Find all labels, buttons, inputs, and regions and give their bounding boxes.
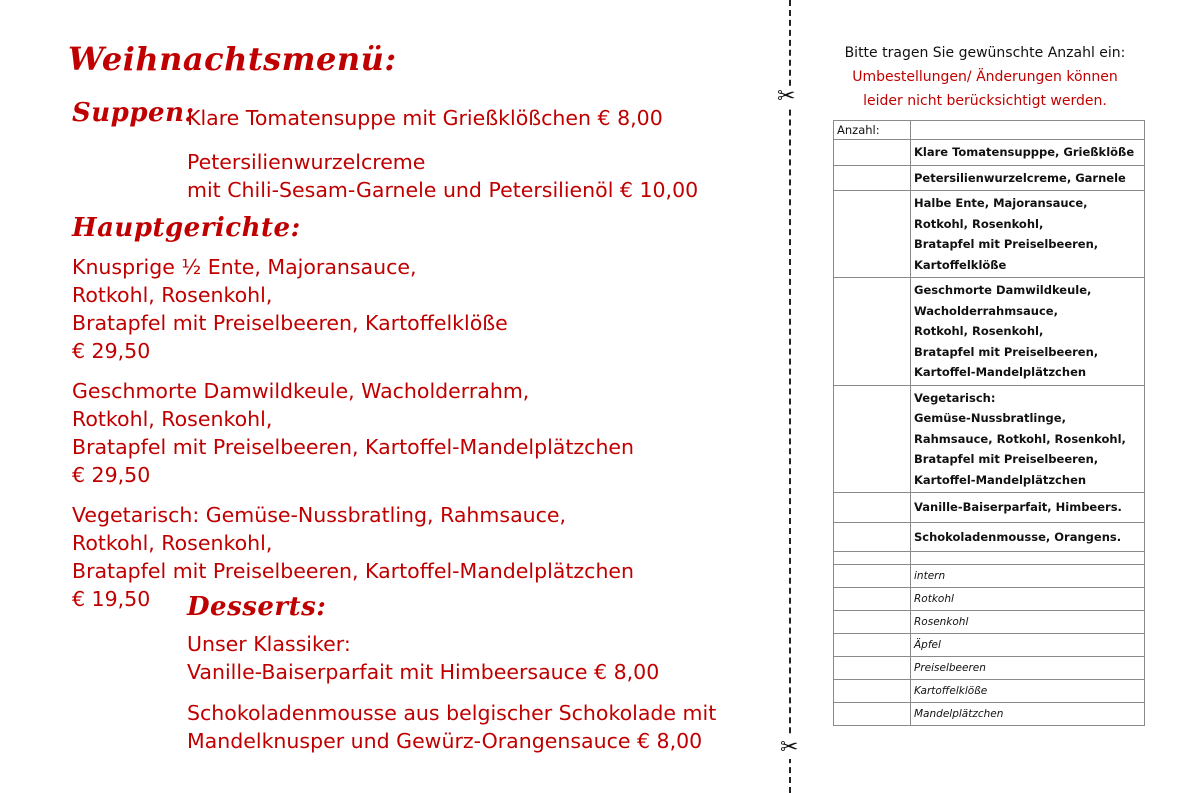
- order-spacer-cell: [834, 552, 911, 565]
- menu-item-price: € 29,50: [72, 463, 151, 487]
- intern-quantity-cell[interactable]: [834, 611, 911, 634]
- order-item-label: [911, 493, 1145, 523]
- menu-item-price: € 19,50: [72, 587, 151, 611]
- order-spacer-cell: [911, 552, 1145, 565]
- anzahl-label: Anzahl:: [834, 121, 911, 140]
- menu-item-line: Klare Tomatensuppe mit Grießklößchen € 8,00: [187, 106, 663, 130]
- menu-item-line: Bratapfel mit Preiselbeeren, Kartoffelklöße: [72, 311, 508, 335]
- intern-row: [834, 565, 1145, 588]
- quantity-input[interactable]: [834, 493, 911, 523]
- scissors-icon: ✂: [777, 84, 796, 109]
- intern-quantity-cell[interactable]: [834, 634, 911, 657]
- order-item-line: Rotkohl, Rosenkohl,: [914, 216, 1044, 231]
- intern-label: Rosenkohl: [911, 611, 1145, 634]
- section-heading-desserts: Desserts:: [187, 592, 327, 622]
- order-item-line: Petersilienwurzelcreme, Garnele: [914, 170, 1126, 185]
- quantity-input[interactable]: [834, 522, 911, 552]
- order-item-line: Klare Tomatensupppe, Grießklöße: [914, 145, 1135, 159]
- order-table: [833, 120, 1145, 726]
- order-item-line: Rotkohl, Rosenkohl,: [914, 324, 1044, 338]
- intern-row: [834, 611, 1145, 634]
- intern-row: [834, 680, 1145, 703]
- menu-item-line: Petersilienwurzelcreme: [187, 150, 426, 174]
- menu-item: [187, 630, 659, 686]
- order-instruction-text: Bitte tragen Sie gewünschte Anzahl ein:: [844, 45, 1126, 61]
- order-item-line: Rahmsauce, Rotkohl, Rosenkohl,: [914, 431, 1126, 446]
- order-item-label: [911, 385, 1145, 493]
- intern-label: intern: [911, 565, 1145, 588]
- intern-label: Äpfel: [911, 634, 1145, 657]
- order-item-label: [911, 165, 1145, 191]
- menu-item-price: € 29,50: [72, 339, 151, 363]
- quantity-input[interactable]: [834, 191, 911, 278]
- order-item-line: Bratapfel mit Preiselbeeren,: [914, 452, 1099, 466]
- menu-item-line: Bratapfel mit Preiselbeeren, Kartoffel-Mandelplätzchen: [72, 559, 635, 583]
- intern-label: Preiselbeeren: [911, 657, 1145, 680]
- menu-item-line: Rotkohl, Rosenkohl,: [72, 531, 273, 555]
- order-header-blank: [911, 121, 1145, 140]
- intern-quantity-cell[interactable]: [834, 680, 911, 703]
- order-row: [834, 522, 1145, 552]
- intern-row: [834, 588, 1145, 611]
- order-item-label: [911, 522, 1145, 552]
- menu-item-line: mit Chili-Sesam-Garnele und Petersilienöl € 10,00: [187, 178, 699, 202]
- intern-quantity-cell[interactable]: [834, 657, 911, 680]
- quantity-input[interactable]: [834, 385, 911, 493]
- menu-item-line: Schokoladenmousse aus belgischer Schokolade mit: [187, 701, 717, 725]
- order-table-header: [834, 121, 1145, 140]
- menu-item-line: Vegetarisch: Gemüse-Nussbratling, Rahmsauce,: [72, 503, 567, 527]
- menu-item: [187, 104, 663, 132]
- order-item-line: Halbe Ente, Majoransauce,: [914, 196, 1088, 210]
- order-item-line: Kartoffelklöße: [914, 257, 1007, 272]
- order-item-line: Gemüse-Nussbratlinge,: [914, 411, 1066, 425]
- menu-item-line: Vanille-Baiserparfait mit Himbeersauce € 8,00: [187, 660, 660, 684]
- order-row: [834, 385, 1145, 493]
- order-item-label: [911, 140, 1145, 166]
- menu-item-line: Bratapfel mit Preiselbeeren, Kartoffel-Mandelplätzchen: [72, 435, 635, 459]
- order-item-line: Kartoffel-Mandelplätzchen: [914, 472, 1087, 487]
- quantity-input[interactable]: [834, 140, 911, 166]
- order-instructions: [800, 41, 1170, 113]
- order-item-line: Wacholderrahmsauce,: [914, 303, 1058, 318]
- order-row: [834, 278, 1145, 386]
- order-item-line: Vegetarisch:: [914, 390, 996, 405]
- order-item-label: [911, 278, 1145, 386]
- menu-item: [72, 501, 634, 613]
- order-item-line: Bratapfel mit Preiselbeeren,: [914, 344, 1099, 359]
- menu-item-line: Mandelknusper und Gewürz-Orangensauce € 8,00: [187, 729, 703, 753]
- intern-row: [834, 657, 1145, 680]
- intern-label: Kartoffelklöße: [911, 680, 1145, 703]
- order-item-label: [911, 191, 1145, 278]
- intern-quantity-cell[interactable]: [834, 565, 911, 588]
- intern-quantity-cell[interactable]: [834, 703, 911, 726]
- order-item-line: Vanille-Baiserparfait, Himbeers.: [914, 500, 1122, 514]
- intern-row: [834, 634, 1145, 657]
- intern-row: [834, 703, 1145, 726]
- menu-item: [187, 699, 716, 755]
- section-heading-hauptgerichte: Hauptgerichte:: [72, 213, 301, 243]
- order-notice-text: leider nicht berücksichtigt werden.: [863, 93, 1107, 109]
- order-notice-text: Umbestellungen/ Änderungen können: [852, 69, 1118, 85]
- menu-item-line: Geschmorte Damwildkeule, Wacholderrahm,: [72, 379, 530, 403]
- order-row: [834, 140, 1145, 166]
- section-heading-suppen: Suppen:: [72, 98, 195, 128]
- order-item-line: Kartoffel-Mandelplätzchen: [914, 365, 1087, 379]
- menu-item: [72, 377, 634, 489]
- order-row: [834, 165, 1145, 191]
- menu-item-line: Unser Klassiker:: [187, 632, 351, 656]
- intern-label: Mandelplätzchen: [911, 703, 1145, 726]
- order-item-line: Bratapfel mit Preiselbeeren,: [914, 237, 1099, 251]
- intern-quantity-cell[interactable]: [834, 588, 911, 611]
- intern-label: Rotkohl: [911, 588, 1145, 611]
- menu-item: [187, 148, 698, 204]
- scissors-icon: ✂: [780, 735, 799, 760]
- quantity-input[interactable]: [834, 278, 911, 386]
- order-spacer-row: [834, 552, 1145, 565]
- menu-item-line: Rotkohl, Rosenkohl,: [72, 407, 273, 431]
- menu-item-line: Rotkohl, Rosenkohl,: [72, 283, 273, 307]
- menu-item-line: Knusprige ½ Ente, Majoransauce,: [72, 255, 417, 279]
- cut-line-divider: [789, 0, 791, 793]
- quantity-input[interactable]: [834, 165, 911, 191]
- menu-item: [72, 253, 508, 365]
- order-row: [834, 493, 1145, 523]
- order-item-line: Schokoladenmousse, Orangens.: [914, 529, 1122, 544]
- order-item-line: Geschmorte Damwildkeule,: [914, 283, 1092, 297]
- order-row: [834, 191, 1145, 278]
- menu-title: Weihnachtsmenü:: [68, 40, 397, 78]
